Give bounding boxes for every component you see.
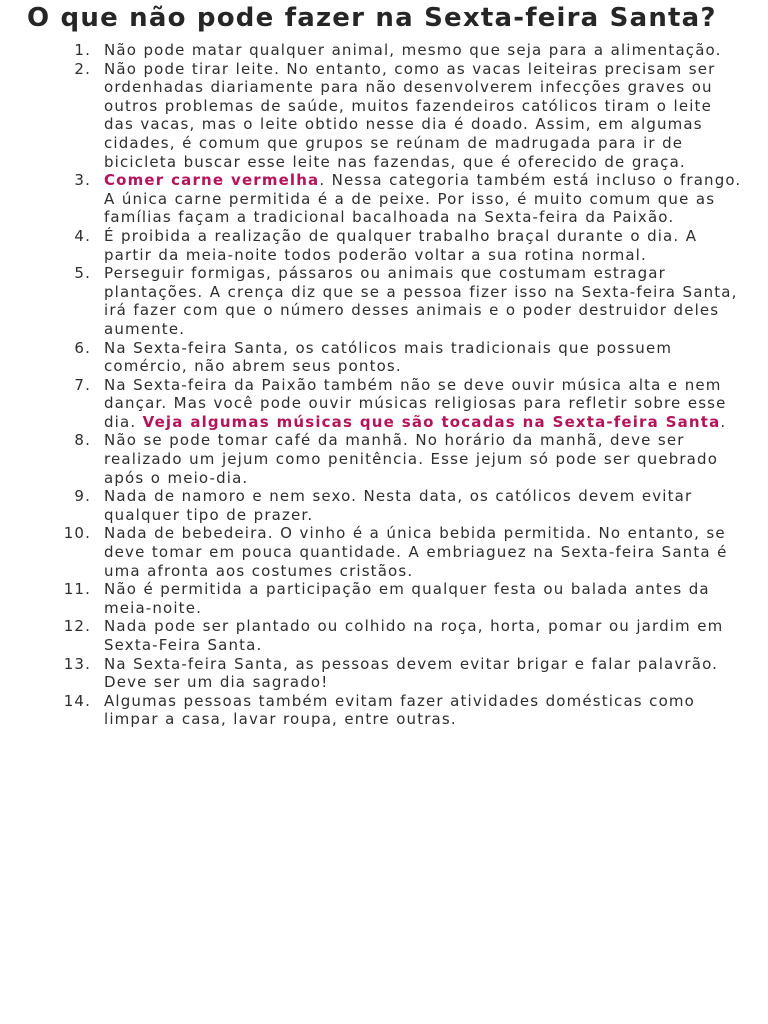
list-item bbox=[27, 339, 744, 376]
list-item bbox=[27, 580, 744, 617]
list-item bbox=[27, 655, 744, 692]
item-number: 14. bbox=[63, 691, 91, 710]
item-text: Algumas pessoas também evitam fazer atividades domésticas como limpar a casa, lavar roupa, entre outras. bbox=[104, 691, 695, 729]
item-text: . Nessa categoria também está incluso o frango. A única carne permitida é a de peixe. Por isso, é muito comum que as famílias façam a tradicional bacalhoada na Sexta-feira da Paixão. bbox=[104, 171, 742, 227]
red-meat-link[interactable]: Comer carne vermelha bbox=[104, 171, 320, 190]
list-item bbox=[27, 60, 744, 172]
item-text: Perseguir formigas, pássaros ou animais que costumam estragar plantações. A crença diz que se a pessoa fizer isso na Sexta-feira Santa, irá fazer com que o número desses animais e o poder destruidor deles aumente. bbox=[104, 264, 738, 338]
item-text: Na Sexta-feira Santa, os católicos mais tradicionais que possuem comércio, não abrem seus pontos. bbox=[104, 338, 673, 376]
item-text: Na Sexta-feira Santa, as pessoas devem evitar brigar e falar palavrão. Deve ser um dia sagrado! bbox=[104, 654, 719, 692]
item-text: Não pode tirar leite. No entanto, como as vacas leiteiras precisam ser ordenhadas diariamente para não desenvolverem infecções graves ou outros problemas de saúde, muitos fazendeiros católicos tiram o leite das vacas, mas o leite obtido nesse dia é doado. Assim, em algumas cidades, é comum que grupos se reúnam de madrugada para ir de bicicleta buscar esse leite nas fazendas, que é oferecido de graça. bbox=[104, 59, 716, 171]
article-title: O que não pode fazer na Sexta-feira Santa? bbox=[27, 3, 717, 33]
item-text: Na Sexta-feira da Paixão também não se deve ouvir música alta e nem dançar. Mas você pode ouvir músicas religiosas para refletir sobre esse dia. bbox=[104, 375, 727, 431]
item-number: 13. bbox=[63, 654, 91, 673]
songs-link[interactable]: Veja algumas músicas que são tocadas na Sexta-feira Santa bbox=[142, 412, 721, 431]
item-text: Nada de bebedeira. O vinho é a única bebida permitida. No entanto, se deve tomar em pouca quantidade. A embriaguez na Sexta-feira Santa é uma afronta aos costumes cristãos. bbox=[104, 524, 728, 580]
item-text: Não é permitida a participação em qualquer festa ou balada antes da meia-noite. bbox=[104, 580, 710, 617]
item-text-after: . bbox=[720, 412, 727, 431]
item-number: 4. bbox=[74, 226, 91, 245]
item-number: 9. bbox=[74, 487, 91, 506]
list-item bbox=[27, 692, 744, 729]
list-item bbox=[27, 617, 744, 654]
item-number: 1. bbox=[74, 41, 91, 59]
list-item bbox=[27, 487, 744, 524]
item-text: Nada pode ser plantado ou colhido na roça, horta, pomar ou jardim em Sexta-Feira Santa. bbox=[104, 617, 724, 654]
item-number: 7. bbox=[74, 375, 91, 394]
list-item bbox=[27, 524, 744, 580]
item-number: 12. bbox=[63, 617, 91, 636]
item-text: Nada de namoro e nem sexo. Nesta data, os católicos devem evitar qualquer tipo de prazer. bbox=[104, 487, 693, 524]
list-item bbox=[27, 376, 744, 432]
list-item bbox=[27, 227, 744, 264]
item-number: 6. bbox=[74, 338, 91, 357]
restrictions-list bbox=[27, 41, 744, 729]
list-item bbox=[27, 41, 744, 60]
list-item bbox=[27, 171, 744, 227]
item-text: Não se pode tomar café da manhã. No horário da manhã, deve ser realizado um jejum como penitência. Esse jejum só pode ser quebrado após o meio-dia. bbox=[104, 431, 719, 487]
item-number: 5. bbox=[74, 264, 91, 283]
item-text: Não pode matar qualquer animal, mesmo que seja para a alimentação. bbox=[104, 41, 722, 59]
list-item bbox=[27, 431, 744, 487]
item-text: É proibida a realização de qualquer trabalho braçal durante o dia. A partir da meia-noite todos poderão voltar a sua rotina normal. bbox=[104, 226, 698, 264]
item-number: 3. bbox=[74, 171, 91, 190]
item-number: 2. bbox=[74, 59, 91, 78]
list-item bbox=[27, 264, 744, 338]
item-number: 8. bbox=[74, 431, 91, 450]
item-number: 10. bbox=[63, 524, 91, 543]
item-number: 11. bbox=[63, 580, 91, 599]
